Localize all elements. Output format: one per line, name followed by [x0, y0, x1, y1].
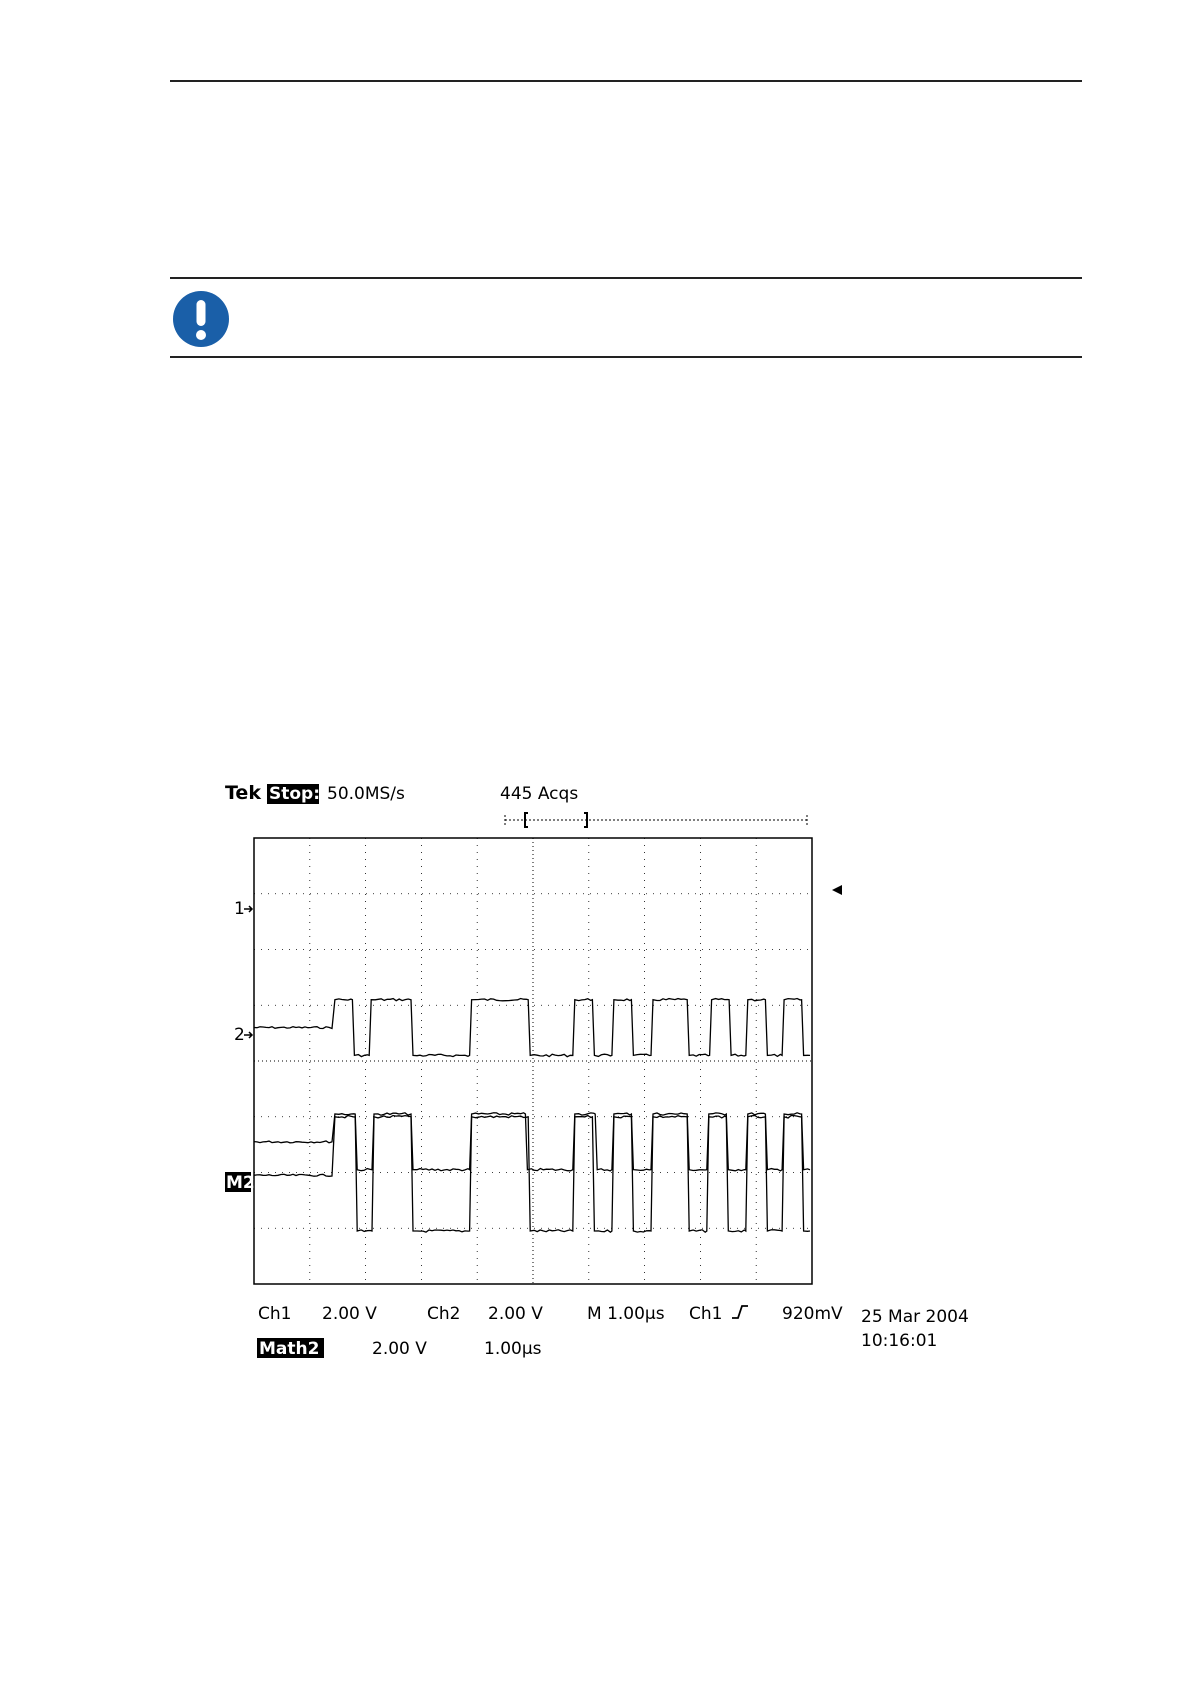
sample-rate: 50.0MS/s: [327, 784, 405, 804]
capture-date: 25 Mar 2004: [861, 1307, 969, 1327]
trigger-level-icon: [832, 885, 842, 895]
ch1-marker: 1: [234, 899, 245, 919]
ch2-scale: 2.00 V: [488, 1304, 543, 1324]
math-label: Math2: [259, 1339, 320, 1359]
math-marker: M2: [226, 1173, 255, 1193]
ch2-label: Ch2: [427, 1304, 461, 1324]
ch2-arrow-icon: [244, 1032, 252, 1038]
scope-state: Stop:: [269, 784, 321, 804]
trace-M2: [254, 1116, 810, 1233]
math-scale: 2.00 V: [372, 1339, 427, 1359]
trigger-level: 920mV: [782, 1304, 843, 1324]
record-position-bar: [505, 813, 807, 827]
exclamation-circle-icon: [172, 290, 230, 348]
ch1-scale: 2.00 V: [322, 1304, 377, 1324]
math-timebase: 1.00µs: [484, 1339, 542, 1359]
ch1-label: Ch1: [258, 1304, 292, 1324]
ch1-arrow-icon: [244, 906, 252, 912]
acquisition-count: 445 Acqs: [500, 784, 579, 804]
timebase: M 1.00µs: [587, 1304, 665, 1324]
notice-top-rule: [170, 277, 1082, 279]
header-rule: [170, 80, 1082, 82]
notice-bottom-rule: [170, 356, 1082, 358]
trace-1: [254, 999, 810, 1057]
oscilloscope-screenshot: [212, 778, 1012, 1378]
waveform-traces: [254, 999, 810, 1233]
rising-edge-icon: [732, 1306, 748, 1318]
trigger-source: Ch1: [689, 1304, 723, 1324]
scope-brand: Tek: [225, 782, 261, 804]
capture-time: 10:16:01: [861, 1331, 938, 1351]
ch2-marker: 2: [234, 1025, 245, 1045]
